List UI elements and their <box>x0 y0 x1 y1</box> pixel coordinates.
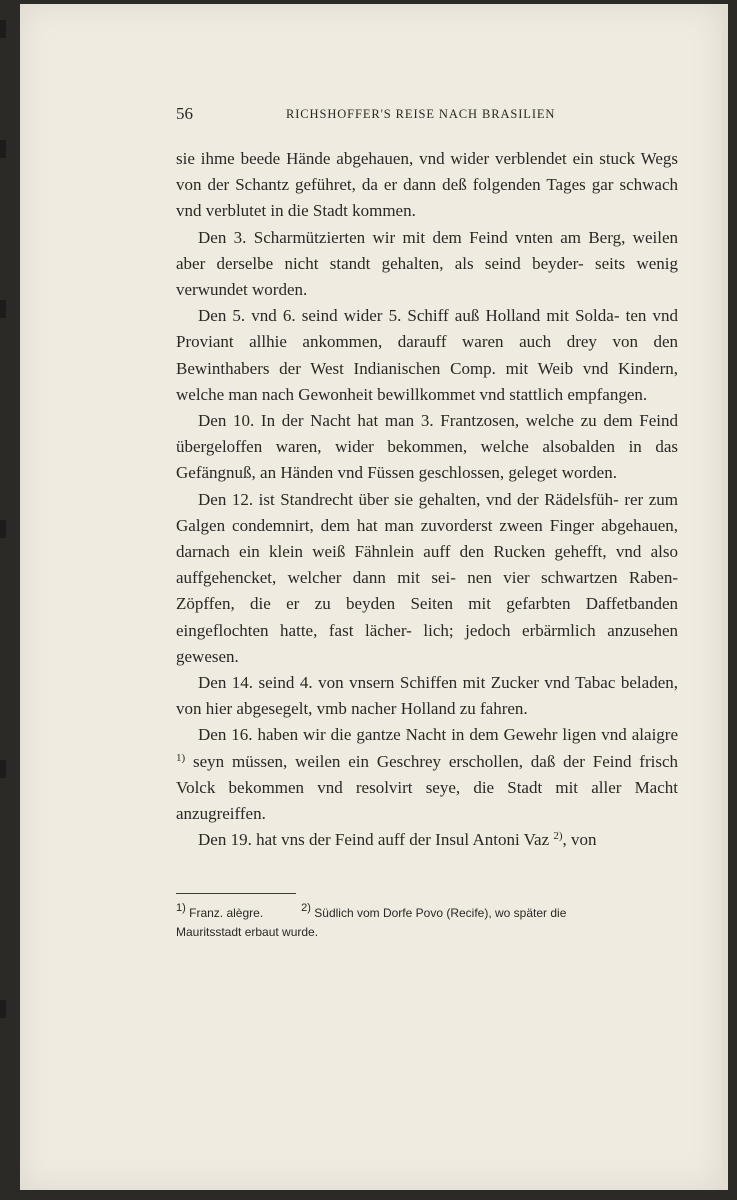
text-line: Den 19. hat vns der Feind auff der Insul Antoni Vaz <box>198 830 554 850</box>
footnote-2-continuation: Mauritsstadt erbaut wurde. <box>176 925 319 939</box>
paragraph-entry-16 <box>176 722 678 827</box>
page-body <box>176 146 678 853</box>
text-line: Rucken gehefft, vnd also auffgehencket, welcher dann mit sei- <box>176 542 679 588</box>
text-line: alaigre <box>631 725 678 745</box>
text-line: Den 16. haben wir die gantze Nacht in dem Gewehr ligen vnd <box>198 725 627 745</box>
text-line: seyn müssen, weilen ein Geschrey erschollen, daß der <box>185 751 585 771</box>
text-line: Den 3. Scharmützierten wir mit dem Feind vnten am Berg, <box>198 227 626 247</box>
text-line: , von <box>562 830 597 850</box>
footnote-line <box>176 904 678 923</box>
text-line: in das Gefängnuß, an Händen vnd Füssen geschlossen, geleget <box>176 437 679 483</box>
text-line: Den 12. ist Standrecht über sie gehalten, vnd der Rädelsfüh- <box>198 489 619 509</box>
text-line: weilen aber derselbe nicht standt gehalten, als seind beyder- <box>176 227 678 273</box>
footnote-2-text: Südlich vom Dorfe Povo (Recife), wo später die <box>310 906 567 920</box>
paragraph-entry-3 <box>176 225 678 304</box>
paragraph-continued <box>176 146 678 225</box>
binding-mark <box>0 1000 6 1018</box>
binding-mark <box>0 300 6 318</box>
text-line: lich; jedoch erbärmlich anzusehen gewesen. <box>176 620 679 666</box>
text-line: Feind frisch Volck bekommen vnd resolvirt seye, die Stadt mit <box>176 751 679 797</box>
binding-mark <box>0 520 6 538</box>
text-line: seits wenig verwundet worden. <box>176 253 679 300</box>
binding-mark <box>0 20 6 38</box>
text-line: worden. <box>561 463 617 483</box>
text-line: Den 10. In der Nacht hat man 3. Frantzosen, welche zu dem <box>198 411 633 431</box>
text-line: Tages gar schwach vnd verblutet in die Stadt kommen. <box>176 175 678 221</box>
text-line: von den Bewinthabers der West Indianischen Comp. mit Weib <box>176 332 679 378</box>
text-line: vnd Kindern, welche man nach Gewonheit bewillkommet vnd <box>176 358 678 404</box>
page-number: 56 <box>176 104 193 123</box>
footnote-mark-2: 2) <box>301 902 311 914</box>
paragraph-entry-12 <box>176 487 678 670</box>
footnote-mark-1: 1) <box>176 902 186 914</box>
footnote-rule <box>176 893 296 894</box>
footnote-ref-2[interactable]: 2) <box>553 830 563 843</box>
running-head: RICHSHOFFER'S REISE NACH BRASILIEN <box>286 107 556 121</box>
binding-mark <box>0 760 6 778</box>
footnote-1-text: Franz. alègre. <box>185 906 264 920</box>
text-line: Feind übergeloffen waren, wider bekommen, welche alsobalden <box>176 411 679 457</box>
paragraph-entry-14 <box>176 670 678 722</box>
text-line: rer zum Galgen condemnirt, dem hat man zuvorderst zween <box>176 489 678 535</box>
text-line: sie ihme beede Hände abgehauen, vnd wider verblendet ein <box>176 149 594 168</box>
paragraph-entry-5 <box>176 303 678 408</box>
text-line: nen vier schwartzen Raben-Zöpffen, die er zu beyden Seiten <box>176 568 679 614</box>
text-line: Den 14. seind 4. von vnsern Schiffen mit Zucker vnd Tabac <box>198 673 616 693</box>
binding-mark <box>0 140 6 158</box>
footnotes <box>176 904 678 942</box>
paragraph-entry-10 <box>176 408 678 487</box>
text-line: beladen, von hier abgesegelt, vmb nacher Holland zu fahren. <box>176 673 678 719</box>
text-line: mit gefarbten Daffetbanden eingeflochten hatte, fast lächer- <box>176 594 678 640</box>
text-line: ten vnd Proviant allhie ankommen, darauff waren auch drey <box>176 306 679 352</box>
text-line: Finger abgehauen, darnach ein klein weiß Fähnlein auff den <box>176 515 678 562</box>
text-line: Den 5. vnd 6. seind wider 5. Schiff auß Holland mit Solda- <box>198 306 620 326</box>
page-header <box>176 104 682 126</box>
text-line: aller Macht anzugreiffen. <box>176 777 678 824</box>
paragraph-entry-19 <box>176 827 678 853</box>
footnote-ref-1[interactable]: 1) <box>176 751 186 764</box>
text-line: stuck Wegs von der Schantz geführet, da er dann deß folgenden <box>176 149 678 195</box>
text-line: stattlich empfangen. <box>509 384 648 404</box>
